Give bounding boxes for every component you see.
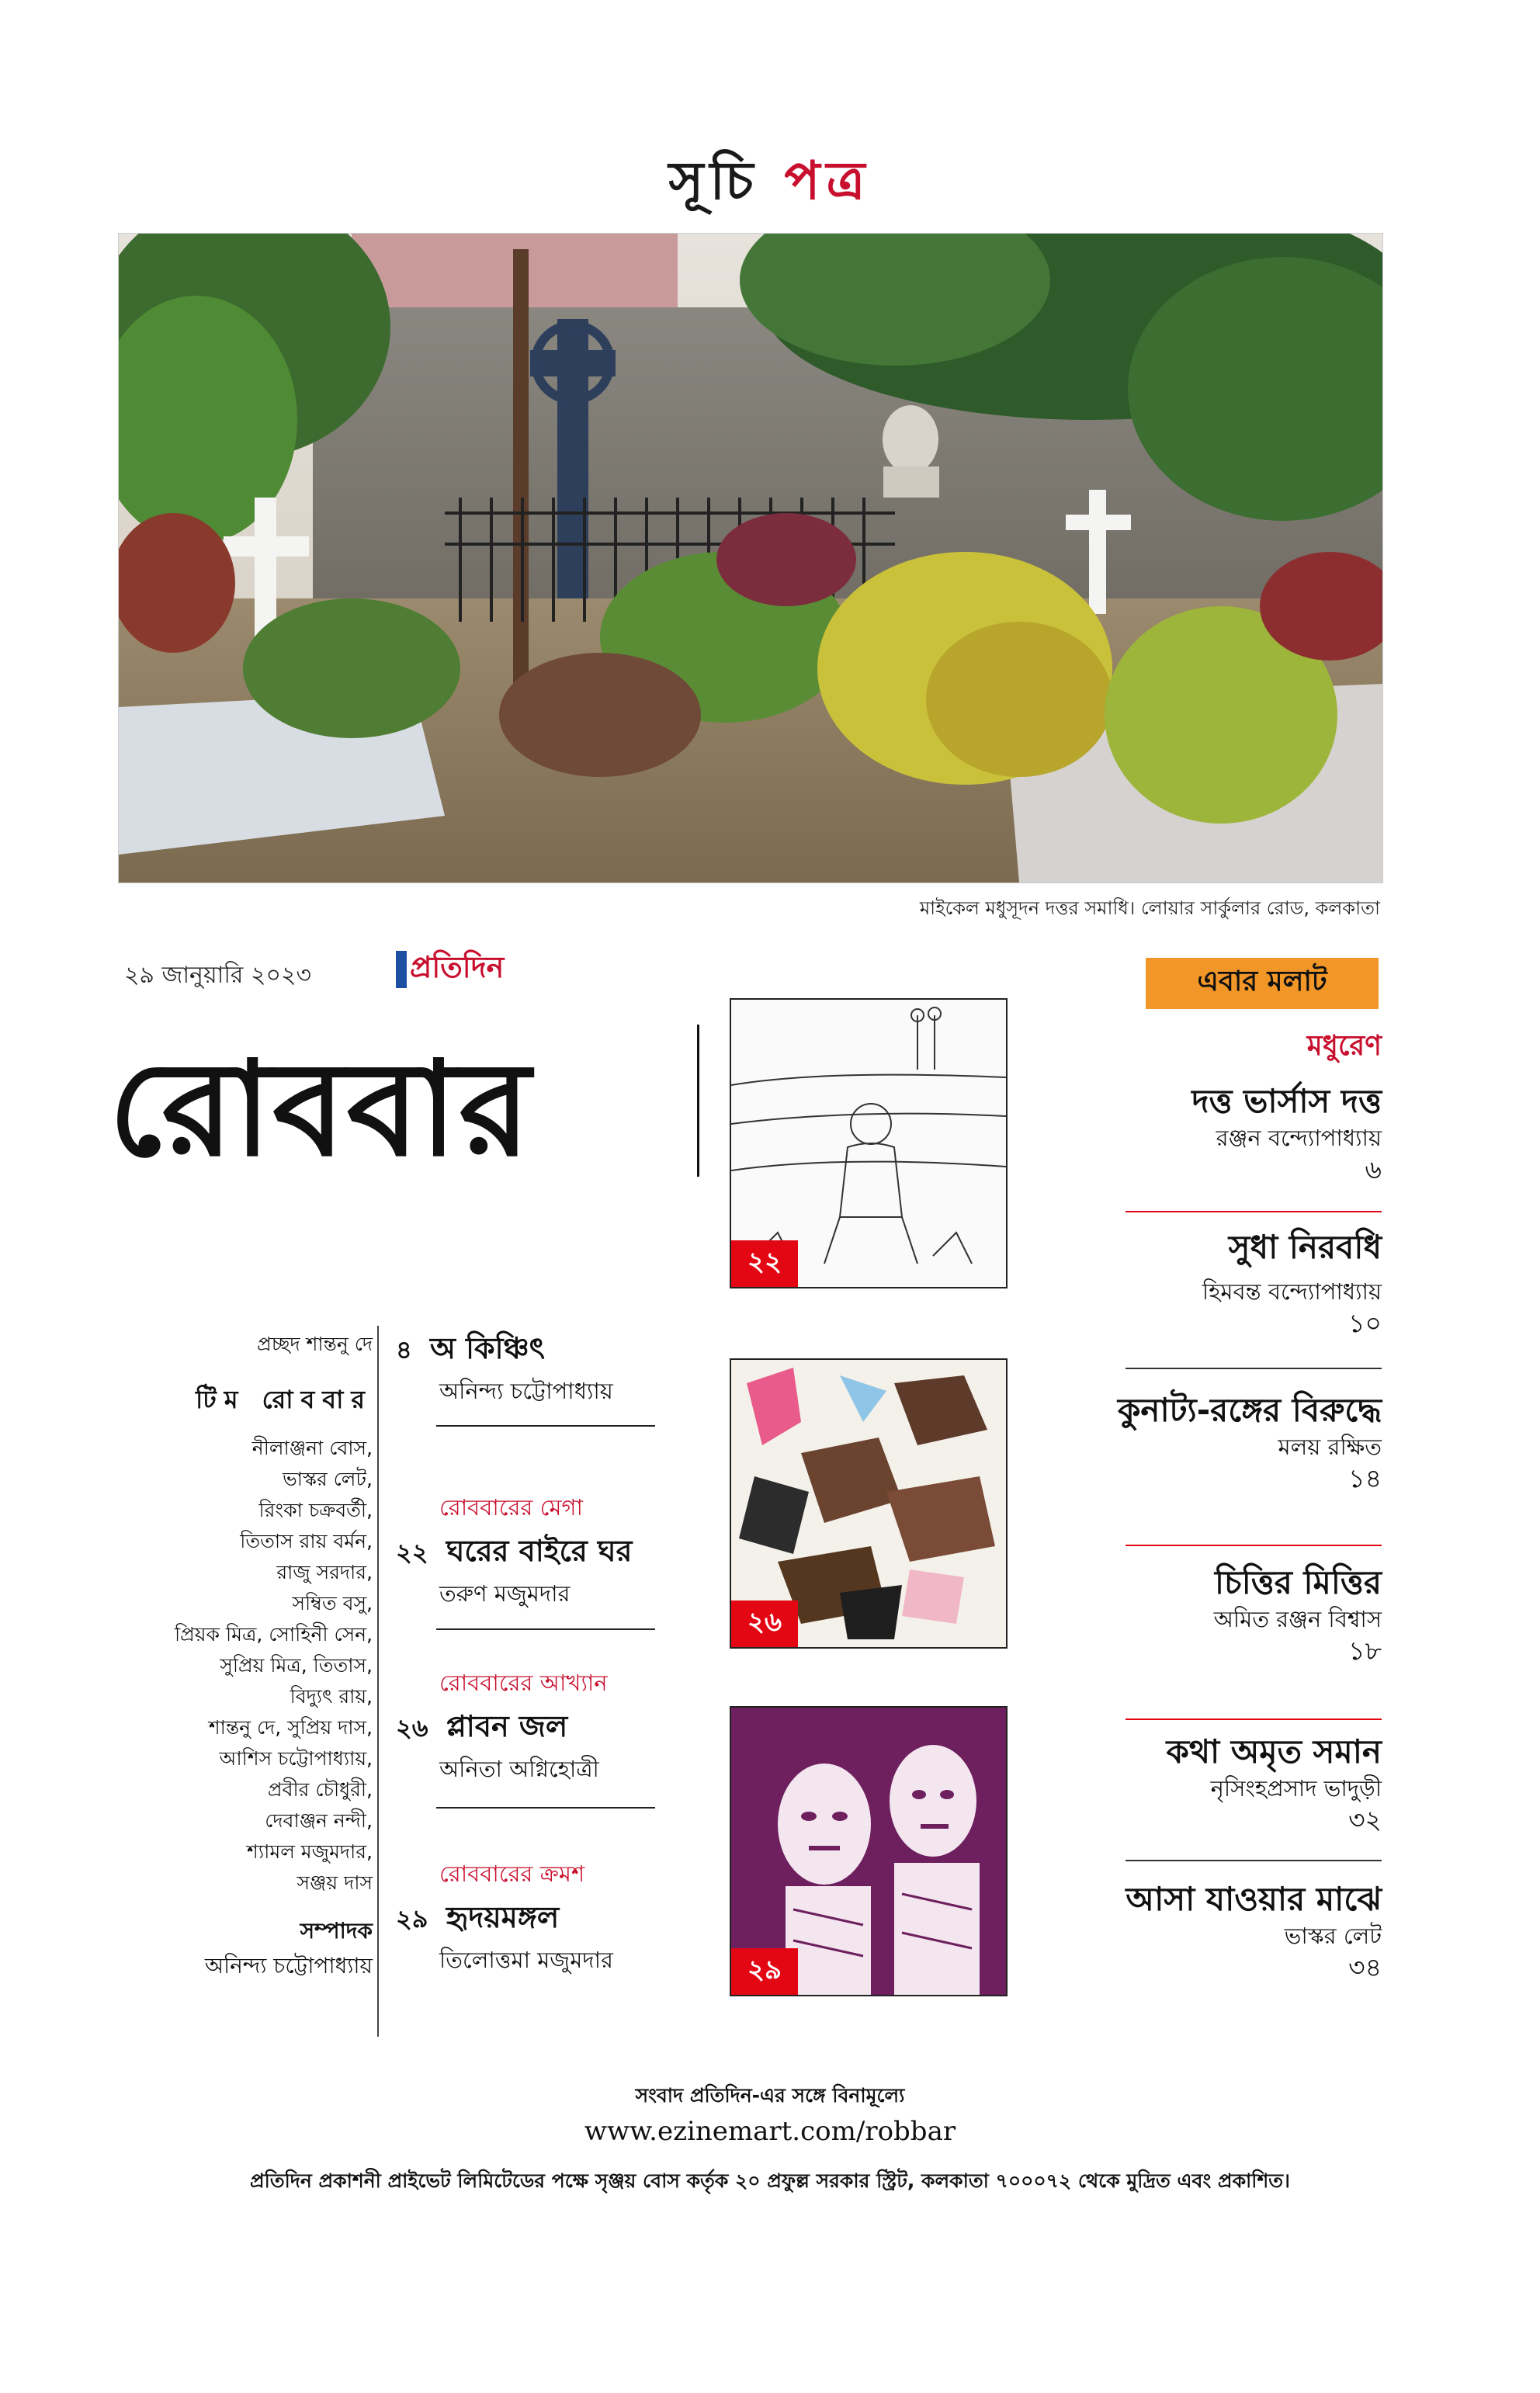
article-author: তিলোত্তমা মজুমদার (439, 1947, 613, 1973)
article-title: প্লাবন জল (446, 1709, 568, 1743)
contents-headline (396, 1531, 660, 1572)
section-kicker: রোববারের ক্রমশ (439, 1861, 585, 1887)
website-link[interactable]: www.ezinemart.com/robbar (584, 2116, 956, 2147)
cover-photo (118, 233, 1383, 883)
cover-story-tab: এবার মলাট (1146, 958, 1379, 1009)
footer-note: সংবাদ প্রতিদিন-এর সঙ্গে বিনামূল্যে (635, 2084, 905, 2107)
thumbnail-page-badge: ২৯ (731, 1948, 798, 1995)
divider (436, 1807, 655, 1809)
contents-item[interactable] (396, 1666, 660, 1790)
team-member: রিংকা চক্রবর্তী, (258, 1499, 373, 1521)
pratidin-logo (396, 950, 504, 989)
team-member: ভাস্কর লেট, (283, 1468, 373, 1490)
article-title: চিত্তির মিত্তির (1215, 1563, 1382, 1601)
page-number: ৩২ (1348, 1805, 1382, 1835)
article-author: মলয় রক্ষিত (1278, 1434, 1382, 1460)
article-title: সুধা নিরবধি (1228, 1228, 1382, 1266)
page-number: ১৮ (1348, 1635, 1382, 1666)
team-member: সঞ্জয় দাস (297, 1871, 373, 1894)
thumbnail-collage (730, 1358, 1008, 1649)
thumbnail-page-badge: ২৬ (731, 1601, 798, 1647)
article-author: নৃসিংহপ্রসাদ ভাদুড়ী (1210, 1775, 1382, 1802)
editor-heading: সম্পাদক (300, 1918, 373, 1944)
cover-story-item[interactable] (1056, 1226, 1382, 1340)
article-author: অনিতা অগ্নিহোত্রী (439, 1756, 599, 1782)
divider (436, 1425, 655, 1427)
contents-headline (396, 1329, 660, 1369)
page-number: ২৬ (396, 1713, 428, 1743)
article-author: ভাস্কর লেট (1284, 1923, 1382, 1949)
thumbnail-woodcut (730, 1706, 1008, 1996)
article-title: আসা যাওয়ার মাঝে (1126, 1880, 1382, 1918)
thumbnail-sketch (730, 998, 1008, 1288)
page-number: ১৪ (1348, 1463, 1382, 1493)
page-number: ২২ (396, 1538, 428, 1567)
section-kicker: রোববারের আখ্যান (439, 1670, 608, 1696)
cover-story-item[interactable] (1056, 1389, 1382, 1495)
team-member: সুপ্রিয় মিত্র, তিতাস, (220, 1654, 373, 1677)
article-author: অমিত রঞ্জন বিশ্বাস (1213, 1606, 1382, 1632)
editor-name: অনিন্দ্য চট্টোপাধ্যায় (204, 1953, 373, 1979)
team-heading: টিম রোববার (196, 1385, 373, 1414)
article-title: কথা অমৃত সমান (1166, 1732, 1382, 1770)
contents-item[interactable] (396, 1857, 660, 1981)
article-title: হৃদয়মঙ্গল (446, 1900, 560, 1934)
divider (1126, 1860, 1382, 1861)
article-author: তরুণ মজুমদার (439, 1580, 571, 1607)
team-member: তিতাস রায় বর্মন, (240, 1530, 373, 1552)
article-title: কুনাট্য-রঙ্গের বিরুদ্ধে (1118, 1391, 1382, 1429)
page-number: ৬ (1365, 1154, 1382, 1184)
section-kicker: রোববারের মেগা (439, 1494, 583, 1521)
contents-headline (396, 1898, 660, 1938)
divider (1126, 1211, 1382, 1212)
article-author: রঞ্জন বন্দ্যোপাধ্যায় (1216, 1125, 1382, 1151)
cover-story-item[interactable] (1056, 1878, 1382, 1984)
magazine-brand: রোববার (109, 1032, 532, 1185)
team-member: প্রবীর চৌধুরী, (267, 1778, 373, 1801)
divider (436, 1628, 655, 1630)
page-number: ১০ (1348, 1308, 1382, 1338)
team-member: শ্যামল মজুমদার, (247, 1840, 373, 1863)
divider (1126, 1545, 1382, 1546)
logo-mark-icon (396, 951, 407, 988)
page-number: ২৯ (396, 1904, 428, 1933)
divider (377, 1326, 379, 2037)
photo-caption: মাইকেল মধুসূদন দত্তর সমাধি। লোয়ার সার্কুলার রোড, কলকাতা (919, 897, 1380, 919)
article-title: অ কিঞ্চিৎ (430, 1331, 545, 1365)
team-member: বিদ্যুৎ রায়, (290, 1685, 373, 1708)
team-member: দেবাঞ্জন নন্দী, (265, 1809, 373, 1832)
team-member: নীলাঞ্জনা বোস, (251, 1437, 373, 1459)
divider (1126, 1368, 1382, 1369)
cover-credit: প্রচ্ছদ শান্তনু দে (257, 1333, 373, 1355)
cover-story-item[interactable] (1056, 1731, 1382, 1836)
contents-item[interactable] (396, 1329, 660, 1412)
logo-text: প্রতিদিন (410, 949, 505, 984)
page-title (0, 140, 1540, 228)
divider (697, 1025, 699, 1177)
team-member: রাজু সরদার, (276, 1561, 373, 1583)
title-part-1: সূচি (668, 151, 760, 212)
page-number: ৩৪ (1348, 1952, 1382, 1982)
article-author: হিমবন্ত বন্দ্যোপাধ্যায় (1202, 1278, 1382, 1305)
contents-item[interactable] (396, 1490, 660, 1614)
cover-story-item[interactable] (1056, 1080, 1382, 1186)
cover-story-subtitle: মধুরেণ (1306, 1030, 1382, 1062)
imprint-line: প্রতিদিন প্রকাশনী প্রাইভেট লিমিটেডের পক্ষে সৃঞ্জয় বোস কর্তৃক ২০ প্রফুল্ল সরকার স্ট্রিট, কলকাতা ৭০০০৭২ থেকে মুদ্রিত এবং প্রকাশিত। (250, 2169, 1290, 2192)
divider (1126, 1718, 1382, 1720)
credits-column (116, 1329, 373, 1982)
article-title: দত্ত ভার্সাস দত্ত (1191, 1082, 1382, 1120)
team-member: প্রিয়ক মিত্র, সোহিনী সেন, (174, 1623, 373, 1646)
article-title: ঘরের বাইরে ঘর (446, 1534, 633, 1568)
thumbnail-page-badge: ২২ (731, 1240, 798, 1287)
cover-story-item[interactable] (1056, 1562, 1382, 1667)
team-member: আশিস চট্টোপাধ্যায়, (219, 1747, 373, 1770)
contents-headline (396, 1707, 660, 1747)
team-member: শান্তনু দে, সুপ্রিয় দাস, (208, 1716, 373, 1739)
article-author: অনিন্দ্য চট্টোপাধ্যায় (439, 1378, 613, 1404)
team-member: সম্বিত বসু, (292, 1592, 373, 1614)
issue-date: ২৯ জানুয়ারি ২০২৩ (124, 962, 311, 989)
page-number: ৪ (396, 1335, 412, 1365)
title-part-2: পত্র (784, 151, 872, 212)
